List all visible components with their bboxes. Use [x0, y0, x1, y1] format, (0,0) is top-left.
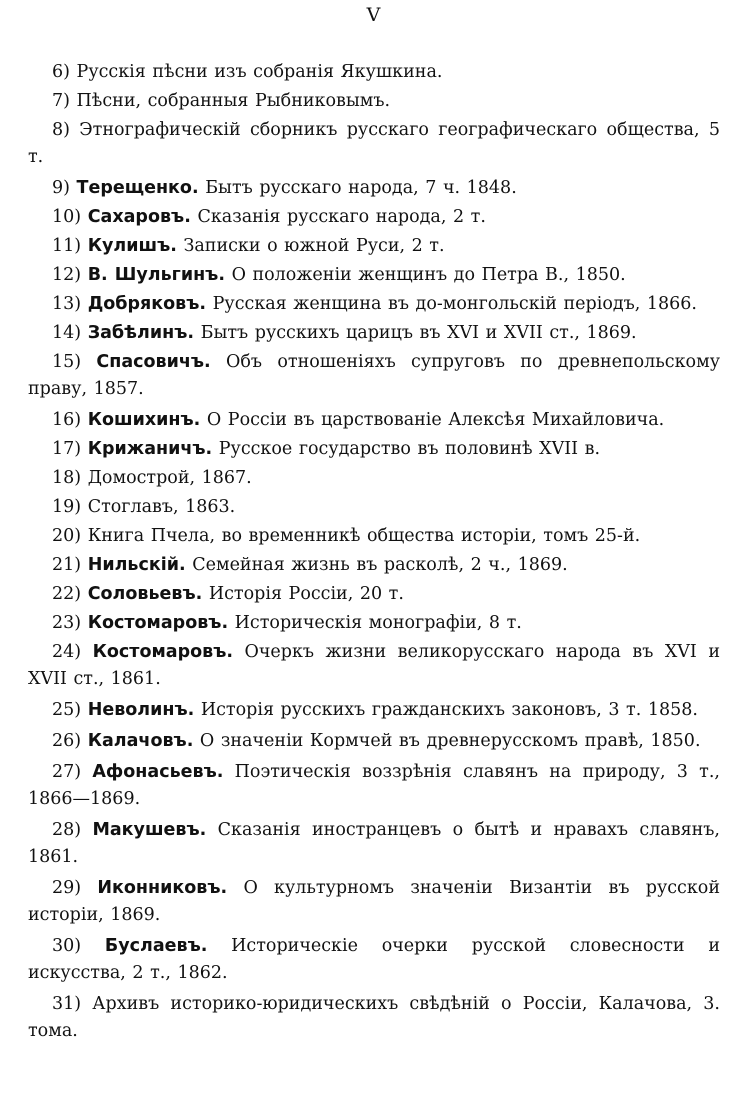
entry-text: О культурномъ значеніи Византіи въ русской исторіи, 1869. — [28, 878, 720, 925]
entry-text: Русскія пѣсни изъ собранія Якушкина. — [76, 62, 443, 82]
entry-author: Забѣлинъ. — [87, 323, 194, 343]
entry-number: 25) — [52, 700, 82, 720]
list-item — [28, 407, 720, 434]
list-item — [28, 291, 720, 318]
entry-number: 29) — [52, 878, 82, 898]
list-item — [28, 523, 720, 550]
entry-number: 21) — [52, 555, 82, 575]
list-item — [28, 465, 720, 492]
list-item — [28, 88, 720, 115]
entry-author: Терещенко. — [76, 178, 199, 198]
entry-text: Этнографическій сборникъ русскаго географическаго общества, 5 т. — [28, 120, 720, 167]
entry-text: Книга Пчела, во временникѣ общества исторіи, томъ 25-й. — [87, 526, 641, 546]
entry-text: Поэтическія воззрѣнія славянъ на природу, 3 т., 1866—1869. — [28, 762, 720, 809]
list-item — [28, 581, 720, 608]
entry-number: 17) — [52, 439, 82, 459]
entry-author: Кошихинъ. — [87, 410, 201, 430]
entry-text: Записки о южной Руси, 2 т. — [183, 236, 445, 256]
entry-number: 8) — [52, 120, 70, 140]
entry-text: Сказанія иностранцевъ о бытѣ и нравахъ славянъ, 1861. — [28, 820, 720, 867]
entry-author: Кулишъ. — [87, 236, 177, 256]
entry-number: 6) — [52, 62, 70, 82]
entry-number: 7) — [52, 91, 70, 111]
entry-number: 9) — [52, 178, 70, 198]
list-item — [28, 262, 720, 289]
entry-text: Стоглавъ, 1863. — [87, 497, 236, 517]
entry-number: 18) — [52, 468, 82, 488]
entry-number: 31) — [52, 994, 82, 1014]
entry-author: Нильскій. — [87, 555, 186, 575]
entry-number: 10) — [52, 207, 82, 227]
entry-number: 14) — [52, 323, 82, 343]
list-item — [28, 552, 720, 579]
entry-number: 20) — [52, 526, 82, 546]
list-item — [28, 728, 720, 755]
entry-text: Очеркъ жизни великорусскаго народа въ XVI и XVII ст., 1861. — [28, 642, 720, 689]
list-item — [28, 817, 720, 871]
entry-text: О положеніи женщинъ до Петра В., 1850. — [231, 265, 626, 285]
entry-number: 16) — [52, 410, 82, 430]
list-item — [28, 175, 720, 202]
bibliography-list — [28, 59, 720, 1045]
entry-author: Неволинъ. — [87, 700, 195, 720]
entry-number: 26) — [52, 731, 82, 751]
list-item — [28, 320, 720, 347]
list-item — [28, 991, 720, 1045]
list-item — [28, 349, 720, 403]
entry-author: В. Шульгинъ. — [87, 265, 225, 285]
entry-text: Архивъ историко-юридическихъ свѣдѣній о Россіи, Калачова, 3. тома. — [28, 994, 720, 1041]
entry-number: 22) — [52, 584, 82, 604]
list-item — [28, 639, 720, 693]
entry-number: 11) — [52, 236, 82, 256]
entry-text: Исторія русскихъ гражданскихъ законовъ, 3 т. 1858. — [200, 700, 698, 720]
entry-number: 24) — [52, 642, 82, 662]
list-item — [28, 117, 720, 171]
entry-author: Соловьевъ. — [87, 584, 203, 604]
entry-author: Спасовичъ. — [96, 352, 211, 372]
list-item — [28, 204, 720, 231]
entry-text: Исторія Россіи, 20 т. — [208, 584, 404, 604]
list-item — [28, 494, 720, 521]
entry-text: О Россіи въ царствованіе Алексѣя Михайловича. — [206, 410, 665, 430]
entry-author: Макушевъ. — [92, 820, 207, 840]
entry-number: 15) — [52, 352, 82, 372]
list-item — [28, 875, 720, 929]
entry-text: Сказанія русскаго народа, 2 т. — [197, 207, 486, 227]
entry-author: Сахаровъ. — [87, 207, 191, 227]
entry-number: 27) — [52, 762, 82, 782]
entry-author: Крижаничъ. — [87, 439, 213, 459]
list-item — [28, 610, 720, 637]
entry-text: Бытъ русскихъ царицъ въ XVI и XVII ст., 1869. — [200, 323, 637, 343]
list-item — [28, 759, 720, 813]
list-item — [28, 933, 720, 987]
entry-author: Костомаровъ. — [92, 642, 234, 662]
list-item — [28, 233, 720, 260]
entry-number: 23) — [52, 613, 82, 633]
entry-text: Бытъ русскаго народа, 7 ч. 1848. — [205, 178, 517, 198]
entry-number: 30) — [52, 936, 82, 956]
list-item — [28, 59, 720, 86]
entry-number: 28) — [52, 820, 82, 840]
entry-text: Историческіе очерки русской словесности и искусства, 2 т., 1862. — [28, 936, 720, 983]
entry-text: О значеніи Кормчей въ древнерусскомъ правѣ, 1850. — [199, 731, 701, 751]
entry-author: Афонасьевъ. — [92, 762, 224, 782]
entry-number: 13) — [52, 294, 82, 314]
entry-author: Калачовъ. — [87, 731, 194, 751]
entry-text: Историческія монографіи, 8 т. — [234, 613, 522, 633]
entry-text: Русская женщина въ до-монгольскій періодъ, 1866. — [212, 294, 697, 314]
entry-text: Домострой, 1867. — [87, 468, 252, 488]
entry-author: Костомаровъ. — [87, 613, 229, 633]
list-item — [28, 697, 720, 724]
entry-text: Семейная жизнь въ расколѣ, 2 ч., 1869. — [192, 555, 568, 575]
entry-author: Добряковъ. — [87, 294, 207, 314]
entry-author: Буслаевъ. — [104, 936, 208, 956]
entry-text: Русское государство въ половинѣ XVII в. — [218, 439, 601, 459]
entry-number: 19) — [52, 497, 82, 517]
entry-text: Объ отношеніяхъ супруговъ по древнепольскому праву, 1857. — [28, 352, 720, 399]
entry-number: 12) — [52, 265, 82, 285]
list-item — [28, 436, 720, 463]
entry-author: Иконниковъ. — [97, 878, 228, 898]
page-number: V — [366, 4, 382, 26]
entry-text: Пѣсни, собранныя Рыбниковымъ. — [76, 91, 391, 111]
